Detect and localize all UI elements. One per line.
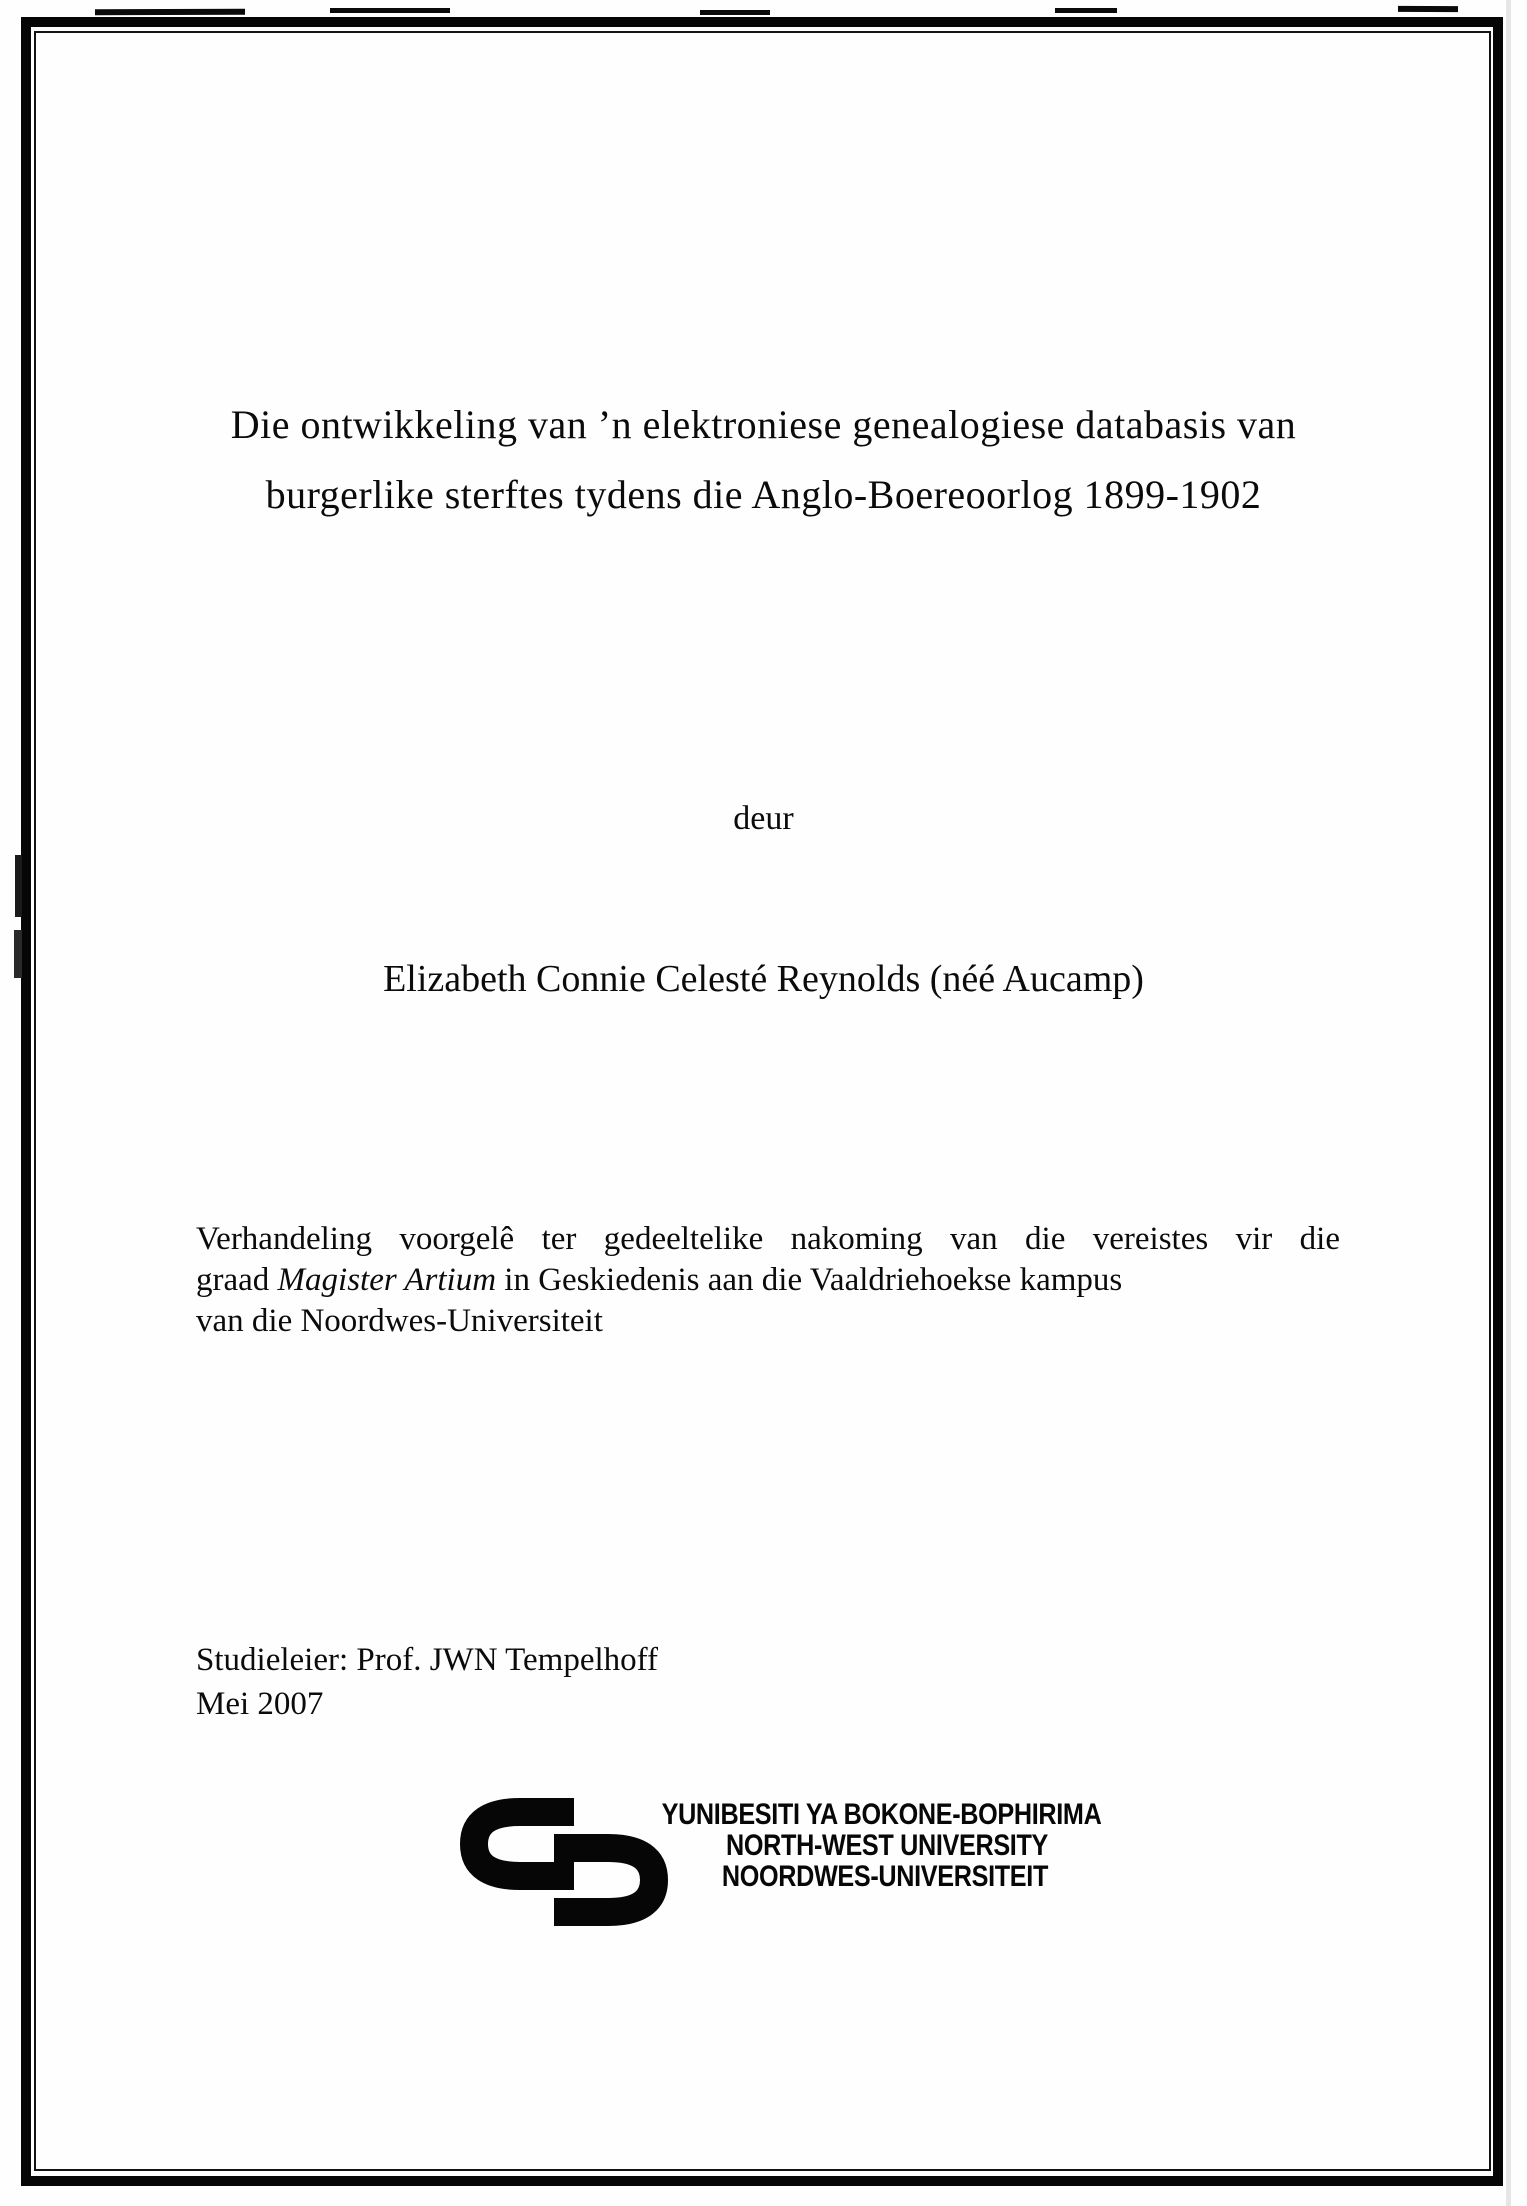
statement-line-2-post: in Geskiedenis aan die Vaaldriehoekse kampus xyxy=(496,1262,1123,1298)
scan-artifact xyxy=(15,855,22,917)
statement-line-2 xyxy=(196,1260,1340,1301)
logo-line-afrikaans: NOORDWES-UNIVERSITEIT xyxy=(721,1860,1048,1893)
scan-artifact xyxy=(700,10,770,15)
dissertation-title xyxy=(90,390,1437,530)
statement-line-1: Verhandeling voorgelê ter gedeeltelike nakoming van die vereistes vir die xyxy=(196,1221,1340,1257)
title-line-1: Die ontwikkeling van ’n elektroniese genealogiese databasis van xyxy=(230,402,1297,447)
degree-statement xyxy=(196,1219,1340,1342)
scan-artifact xyxy=(1055,8,1117,13)
scan-artifact xyxy=(330,8,450,13)
nwu-logo-wordmark xyxy=(661,1798,1102,1893)
statement-line-2-pre: graad xyxy=(196,1262,278,1298)
statement-line-3: van die Noordwes-Universiteit xyxy=(196,1303,603,1339)
byline-deur: deur xyxy=(733,800,794,837)
degree-name-italic: Magister Artium xyxy=(277,1262,497,1298)
title-line-2: burgerlike sterftes tydens die Anglo-Boereoorlog 1899-1902 xyxy=(265,472,1262,517)
scan-artifact xyxy=(1398,6,1458,12)
scan-edge-shadow xyxy=(1506,0,1511,2206)
logo-line-setswana: YUNIBESITI YA BOKONE-BOPHIRIMA xyxy=(661,1798,1102,1831)
nwu-logo-mark-icon xyxy=(460,1798,668,1926)
supervisor-block xyxy=(196,1638,658,1726)
supervisor-line: Studieleier: Prof. JWN Tempelhoff xyxy=(196,1642,659,1678)
author-name: Elizabeth Connie Celesté Reynolds (néé Aucamp) xyxy=(383,958,1144,1000)
scan-artifact xyxy=(95,9,245,16)
logo-line-english: NORTH-WEST UNIVERSITY xyxy=(726,1829,1048,1862)
date-line: Mei 2007 xyxy=(196,1686,324,1722)
